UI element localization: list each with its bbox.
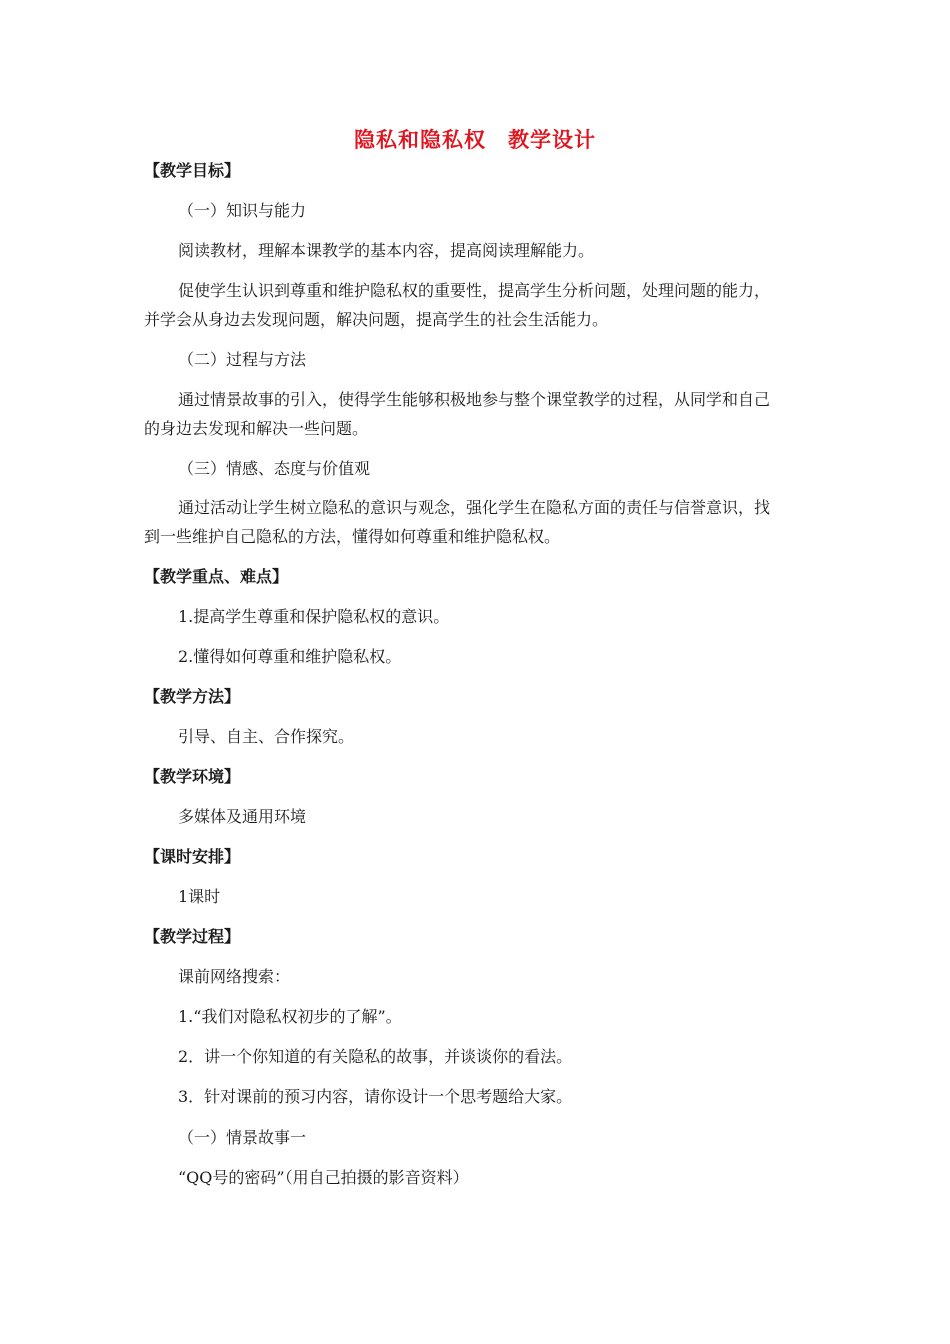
objective1-paragraph1: 阅读教材，理解本课教学的基本内容，提高阅读理解能力。 <box>178 241 595 260</box>
methods-text: 引导、自主、合作探究。 <box>178 727 355 746</box>
objective3-heading: （三）情感、态度与价值观 <box>178 459 371 478</box>
process-item-1: 1.“我们对隐私权初步的了解”。 <box>178 1007 402 1026</box>
document-title: 隐私和隐私权 教学设计 <box>354 128 596 152</box>
process-intro: 课前网络搜索： <box>178 967 291 986</box>
objective2-heading: （二）过程与方法 <box>178 350 307 369</box>
objective2-paragraph-line1: 通过情景故事的引入，使得学生能够积极地参与整个课堂教学的过程，从同学和自己 <box>178 390 771 409</box>
story1-text: “QQ号的密码”（用自己拍摄的影音资料） <box>178 1168 469 1187</box>
objective3-paragraph-line2: 到一些维护自己隐私的方法，懂得如何尊重和维护隐私权。 <box>144 527 561 546</box>
environment-text: 多媒体及通用环境 <box>178 807 307 826</box>
objectives-heading: 【教学目标】 <box>144 161 241 180</box>
objective1-paragraph2-line1: 促使学生认识到尊重和维护隐私权的重要性，提高学生分析问题，处理问题的能力， <box>178 281 771 300</box>
process-item-2: 2．讲一个你知道的有关隐私的故事，并谈谈你的看法。 <box>178 1047 573 1066</box>
process-heading: 【教学过程】 <box>144 927 241 946</box>
story1-heading: （一）情景故事一 <box>178 1128 307 1147</box>
methods-heading: 【教学方法】 <box>144 687 241 706</box>
objective3-paragraph-line1: 通过活动让学生树立隐私的意识与观念，强化学生在隐私方面的责任与信誉意识，找 <box>178 498 771 517</box>
keypoint-1: 1.提高学生尊重和保护隐私权的意识。 <box>178 607 450 626</box>
process-item-3: 3．针对课前的预习内容，请你设计一个思考题给大家。 <box>178 1087 573 1106</box>
keypoint-2: 2.懂得如何尊重和维护隐私权。 <box>178 647 402 666</box>
environment-heading: 【教学环境】 <box>144 767 241 786</box>
schedule-heading: 【课时安排】 <box>144 847 241 866</box>
schedule-text: 1课时 <box>178 887 221 906</box>
objective1-paragraph2-line2: 并学会从身边去发现问题，解决问题，提高学生的社会生活能力。 <box>144 310 609 329</box>
keypoints-heading: 【教学重点、难点】 <box>144 567 289 586</box>
objective1-heading: （一）知识与能力 <box>178 201 307 220</box>
objective2-paragraph-line2: 的身边去发现和解决一些问题。 <box>144 419 369 438</box>
